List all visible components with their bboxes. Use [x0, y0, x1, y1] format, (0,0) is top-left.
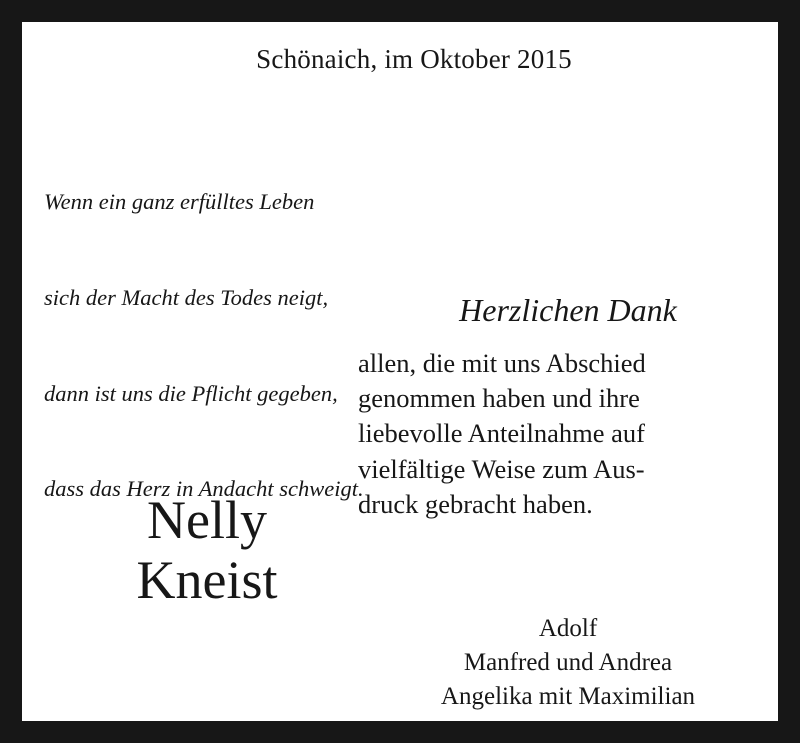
thanks-line-1: allen, die mit uns Abschied: [358, 348, 646, 378]
thanks-title: Herzlichen Dank: [459, 292, 677, 328]
thanks-line-4: vielfältige Weise zum Aus-: [358, 453, 645, 484]
thanks-body: [358, 346, 778, 522]
verse-line-1: Wenn ein ganz erfülltes Leben: [44, 188, 315, 214]
thanks-line-3: liebevolle Anteilnahme auf: [358, 418, 645, 449]
deceased-name: [62, 490, 352, 611]
family-line-3: Angelika mit Maximilian: [440, 683, 696, 710]
verse-line-2: sich der Macht des Todes neigt,: [44, 284, 329, 310]
verse-line-3: dann ist uns die Pflicht gegeben,: [44, 380, 338, 406]
thanks-line-5: druck gebracht haben.: [358, 488, 593, 519]
family-signatures: [358, 612, 778, 714]
thanks-line-2: genommen haben und ihre: [358, 383, 640, 414]
date-line: Schönaich, im Oktober 2015: [256, 44, 572, 74]
obituary-inner: [22, 22, 778, 721]
family-line-1: Adolf: [538, 615, 598, 642]
family-line-2: Manfred und Andrea: [463, 649, 673, 676]
deceased-last-name: Kneist: [136, 550, 278, 611]
verse-line-4: dass das Herz in Andacht schweigt.: [44, 476, 364, 502]
deceased-first-name: Nelly: [147, 490, 267, 550]
